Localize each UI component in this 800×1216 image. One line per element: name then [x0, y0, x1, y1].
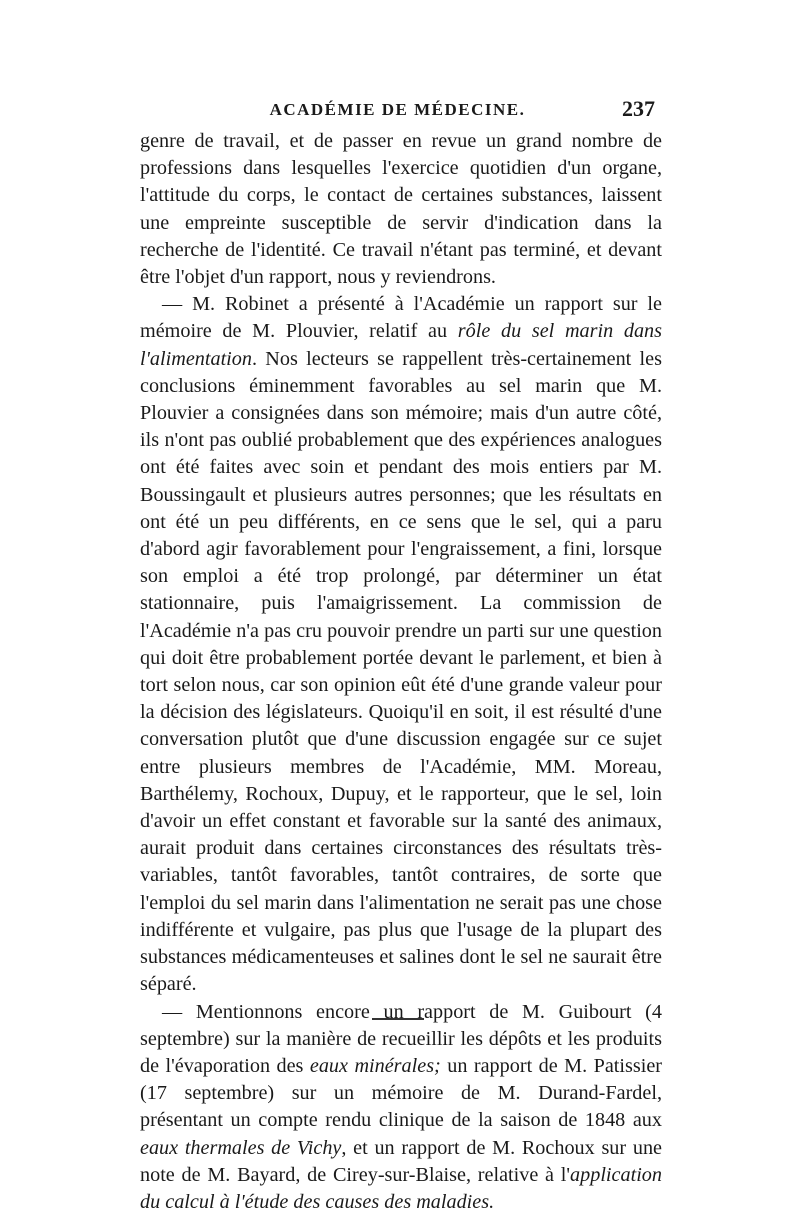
text-run: un rapport de M. Patissier (17 septembre) sur un mémoire de M. Durand-Fardel, présentant un compte rendu clinique de la saison de 1848 aux — [140, 1055, 662, 1131]
text-run: genre de travail, et de passer en revue un grand nombre de professions dans lesquelles l'exercice quotidien d'un organe, l'attitude du corps, le contact de certaines substances, laissent une empreinte susceptible de servir d'indication dans la recherche de l'identité. Ce travail n'étant pas terminé, et devant être l'objet d'un rapport, nous y reviendrons. — [140, 130, 662, 288]
page-header — [140, 96, 655, 130]
italic-title: eaux thermales de Vichy — [140, 1137, 341, 1159]
text-run: , et un rapport de M. Rochoux sur une note de M. Bayard, de Cirey-sur-Blaise, relative à l' — [140, 1137, 662, 1186]
italic-title: application du calcul à l'étude des causes des maladies. — [140, 1164, 662, 1213]
italic-title: eaux minérales; — [310, 1055, 441, 1077]
paragraph — [140, 291, 662, 998]
paragraph — [140, 999, 662, 1216]
italic-title: rôle du sel marin dans l'alimentation — [140, 320, 662, 369]
paragraph — [140, 128, 662, 291]
text-run: . Nos lecteurs se rappellent très-certainement les conclusions éminemment favorables au sel marin que M. Plouvier a consignées dans son mémoire; mais d'un autre côté, ils n'ont pas oublié probablement que des expériences analogues ont été faites avec soin et pendant des mois entiers par M. Boussingault et plusieurs autres personnes; que les résultats en ont été un peu différents, en ce sens que le sel, qui a paru d'abord agir favorablement pour l'engraissement, a fini, lorsque son emploi a été trop prolongé, par déterminer un état stationnaire, puis l'amaigrissement. La commission de l'Académie n'a pas cru pouvoir prendre un parti sur une question qui doit être probablement portée devant le parlement, et bien à tort selon nous, car son opinion eût été d'une grande valeur pour la décision des législateurs. Quoiqu'il en soit, il est résulté d'une conversation plutôt que d'une discussion engagée sur ce sujet entre plusieurs membres de l'Académie, MM. Moreau, Barthélemy, Rochoux, Dupuy, et le rapporteur, que le sel, loin d'avoir un effet constant et favorable sur la santé des animaux, aurait produit dans certaines circonstances des résultats très-variables, tantôt favorables, tantôt contraires, de sorte que l'emploi du sel marin dans l'alimentation ne serait pas une chose indifférente et vulgaire, pas plus que l'usage de la plupart des substances médicamenteuses et salines dont le sel ne saurait être séparé. — [140, 348, 662, 996]
page-number: 237 — [622, 96, 655, 122]
body-text — [140, 128, 662, 1216]
running-title: ACADÉMIE DE MÉDECINE. — [140, 100, 655, 120]
text-run: — M. Robinet a présenté à l'Académie un rapport sur le mémoire de M. Plouvier, relatif au — [140, 293, 662, 342]
section-divider — [372, 1018, 424, 1020]
text-run: — Mentionnons encore un rapport de M. Guibourt (4 septembre) sur la manière de recueillir les dépôts et les produits de l'évaporation des — [140, 1001, 662, 1077]
